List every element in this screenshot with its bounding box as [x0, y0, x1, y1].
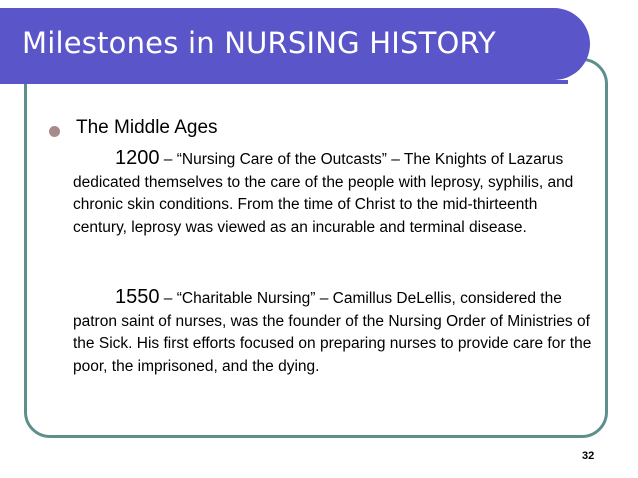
entry-text: – “Nursing Care of the Outcasts” – The Knights of Lazarus dedicated themselves to the care of the people with leprosy, syphilis, and chronic skin conditions. From the time of Christ to the mid-thirteenth century, leprosy was viewed as an incurable and terminal disease.: [73, 151, 574, 236]
entry-year: 1550: [115, 286, 160, 308]
entry-text: – “Charitable Nursing” – Camillus DeLellis, considered the patron saint of nurses, was the founder of the Nursing Order of Ministries of the Sick. His first efforts focused on preparing nurses to provide care for the poor, the imprisoned, and the dying.: [73, 290, 592, 375]
title-bar: [0, 8, 590, 80]
bullet-heading: The Middle Ages: [76, 117, 218, 138]
entry-year: 1200: [115, 147, 160, 169]
content-frame: [24, 58, 608, 438]
entry-paragraph: [73, 286, 593, 378]
title-underline: [0, 80, 568, 84]
entry-paragraph: [73, 147, 593, 239]
page-number: 32: [582, 450, 595, 462]
slide-title: Milestones in NURSING HISTORY: [22, 26, 496, 60]
bullet-icon: [49, 126, 60, 137]
